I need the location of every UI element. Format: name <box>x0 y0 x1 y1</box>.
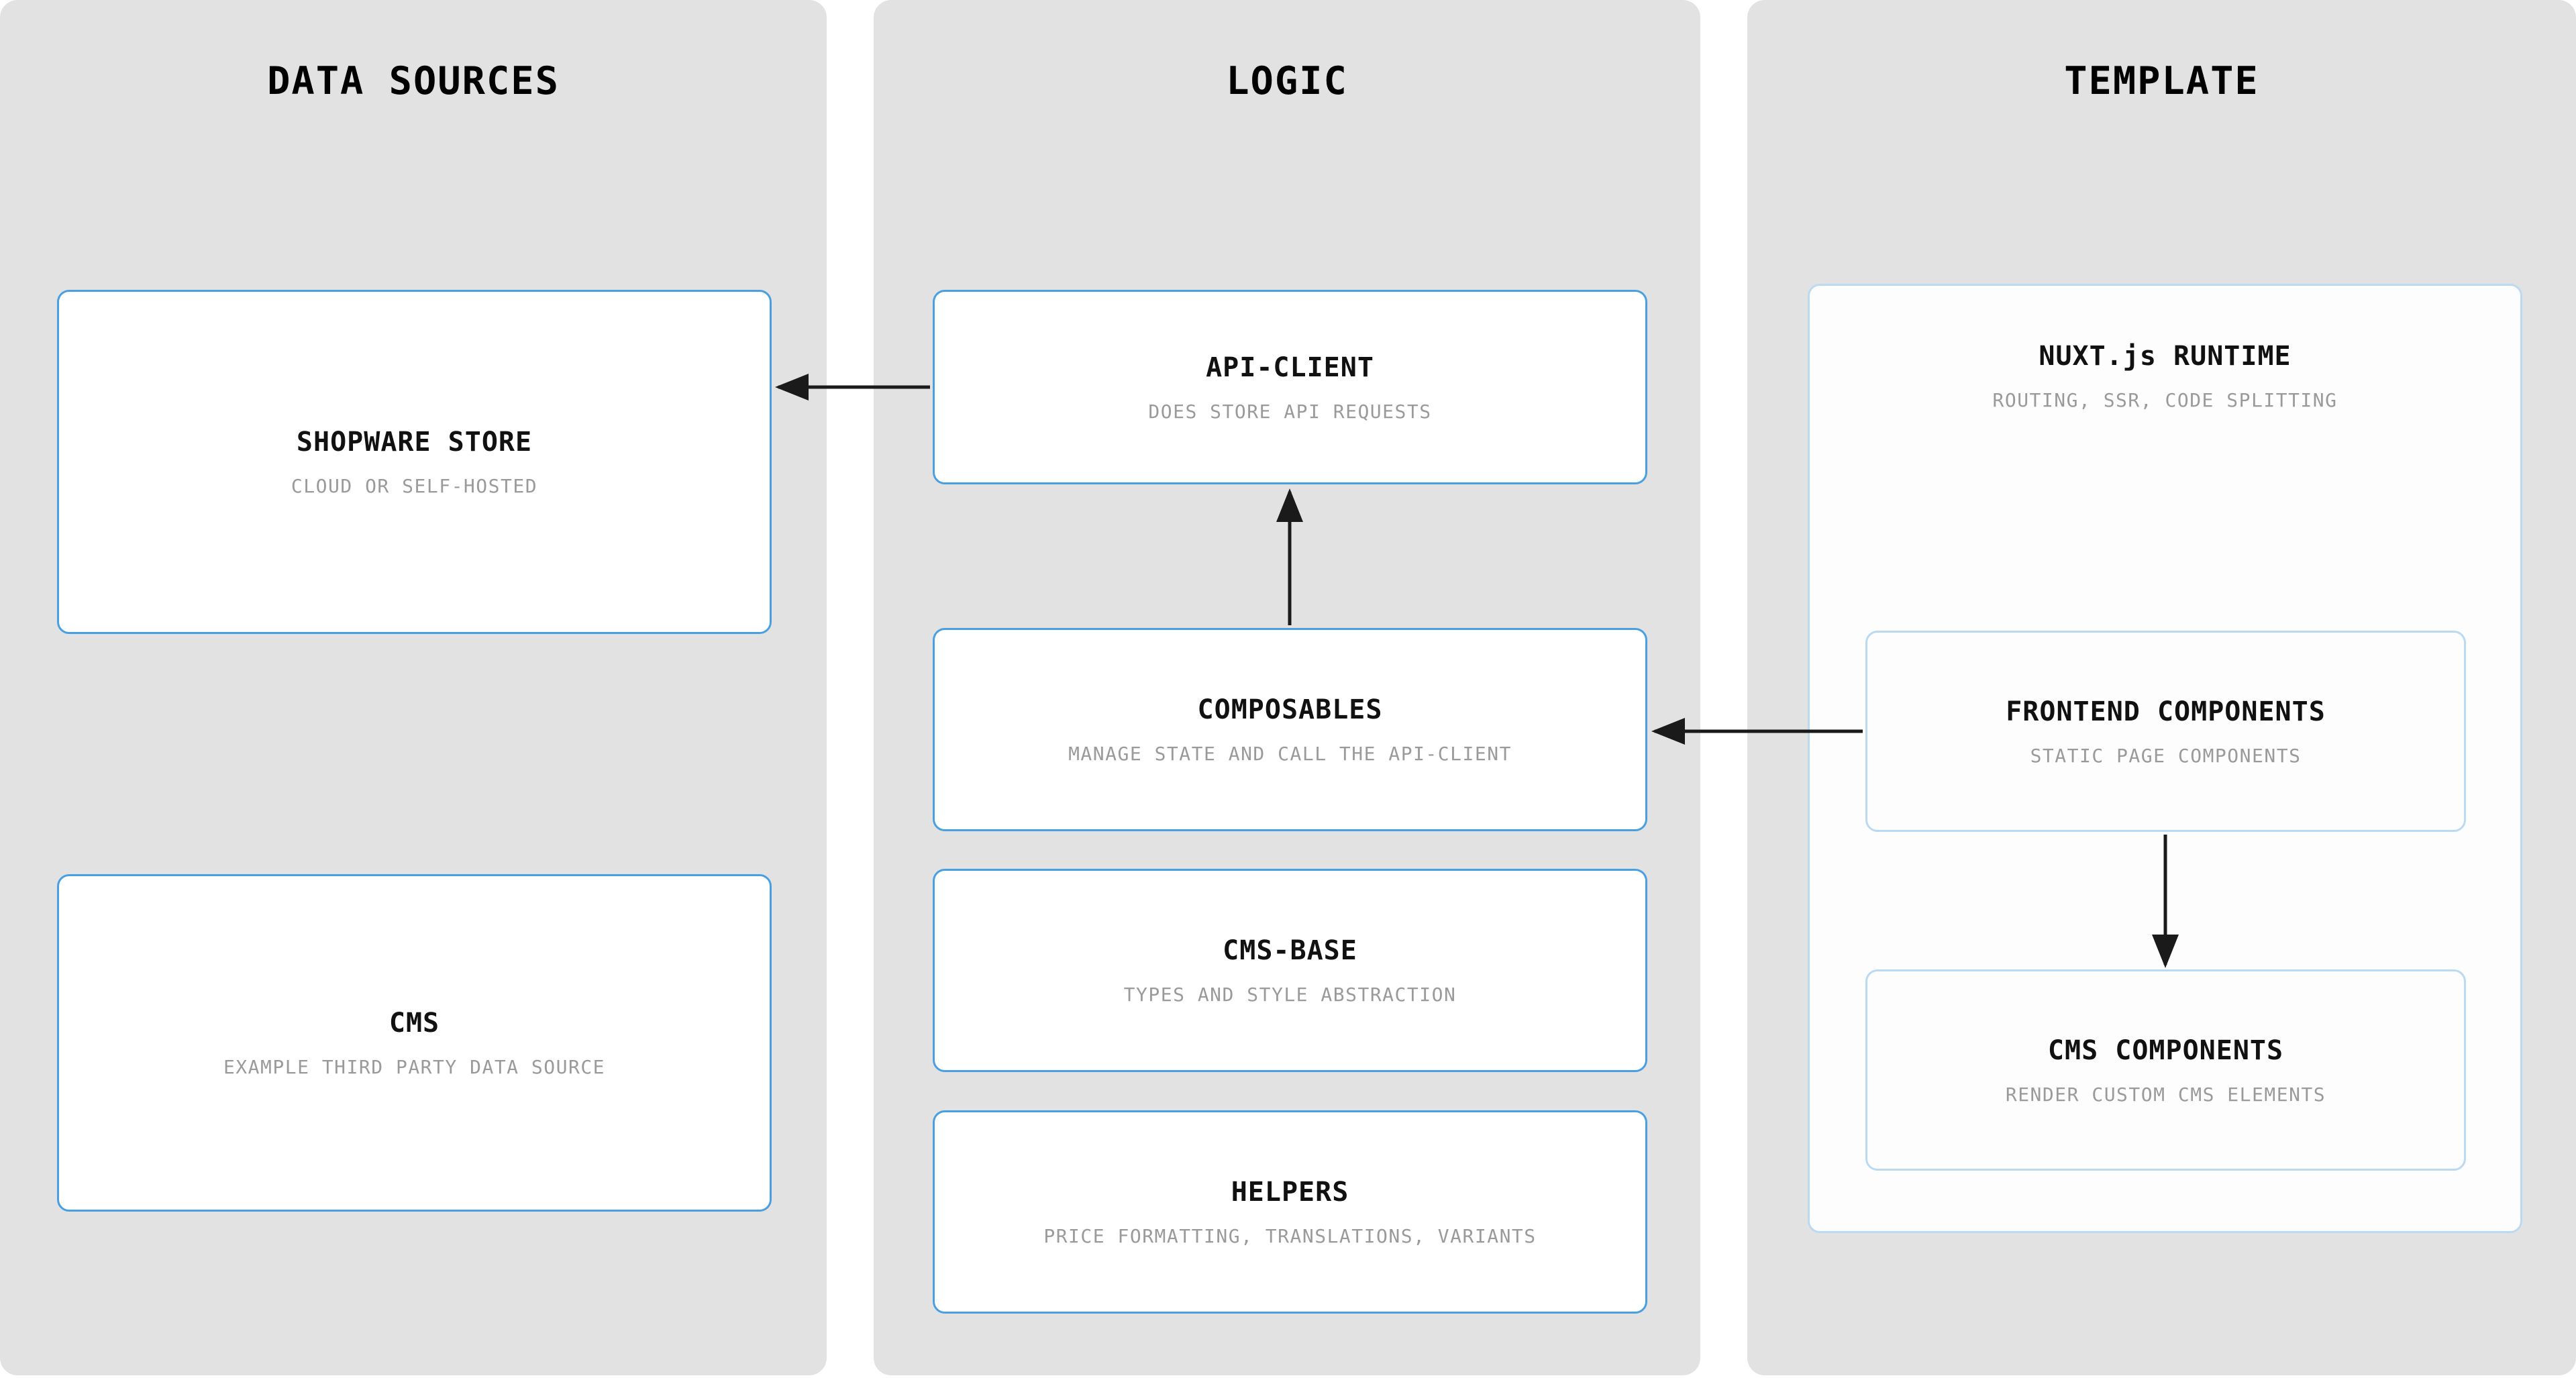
node-title: CMS-BASE <box>1223 935 1357 966</box>
column-title-template: TEMPLATE <box>2064 59 2259 103</box>
node-composables <box>933 628 1647 831</box>
node-title: API-CLIENT <box>1206 352 1374 383</box>
node-frontend-components <box>1865 631 2466 832</box>
node-cms-base <box>933 869 1647 1072</box>
column-title-data-sources: DATA SOURCES <box>267 59 560 103</box>
node-cms-components <box>1865 969 2466 1171</box>
node-subtitle: STATIC PAGE COMPONENTS <box>2030 744 2302 767</box>
node-title: CMS <box>389 1008 440 1039</box>
node-title: FRONTEND COMPONENTS <box>2006 696 2326 727</box>
node-subtitle: MANAGE STATE AND CALL THE API-CLIENT <box>1068 743 1512 765</box>
node-title: CMS COMPONENTS <box>2047 1035 2284 1066</box>
column-title-logic: LOGIC <box>1226 59 1348 103</box>
node-subtitle: DOES STORE API REQUESTS <box>1148 400 1432 423</box>
node-subtitle: ROUTING, SSR, CODE SPLITTING <box>1992 389 2338 411</box>
node-helpers <box>933 1110 1647 1314</box>
node-subtitle: CLOUD OR SELF-HOSTED <box>291 475 538 497</box>
node-cms <box>57 874 772 1212</box>
node-subtitle: RENDER CUSTOM CMS ELEMENTS <box>2005 1083 2326 1106</box>
node-title: COMPOSABLES <box>1197 694 1383 725</box>
node-title: HELPERS <box>1231 1177 1349 1208</box>
node-subtitle: PRICE FORMATTING, TRANSLATIONS, VARIANTS <box>1043 1225 1537 1247</box>
node-title: NUXT.js RUNTIME <box>2039 341 2291 372</box>
node-api-client <box>933 290 1647 484</box>
node-subtitle: TYPES AND STYLE ABSTRACTION <box>1123 984 1457 1006</box>
node-subtitle: EXAMPLE THIRD PARTY DATA SOURCE <box>223 1056 606 1078</box>
node-title: SHOPWARE STORE <box>296 427 533 458</box>
node-shopware-store <box>57 290 772 634</box>
